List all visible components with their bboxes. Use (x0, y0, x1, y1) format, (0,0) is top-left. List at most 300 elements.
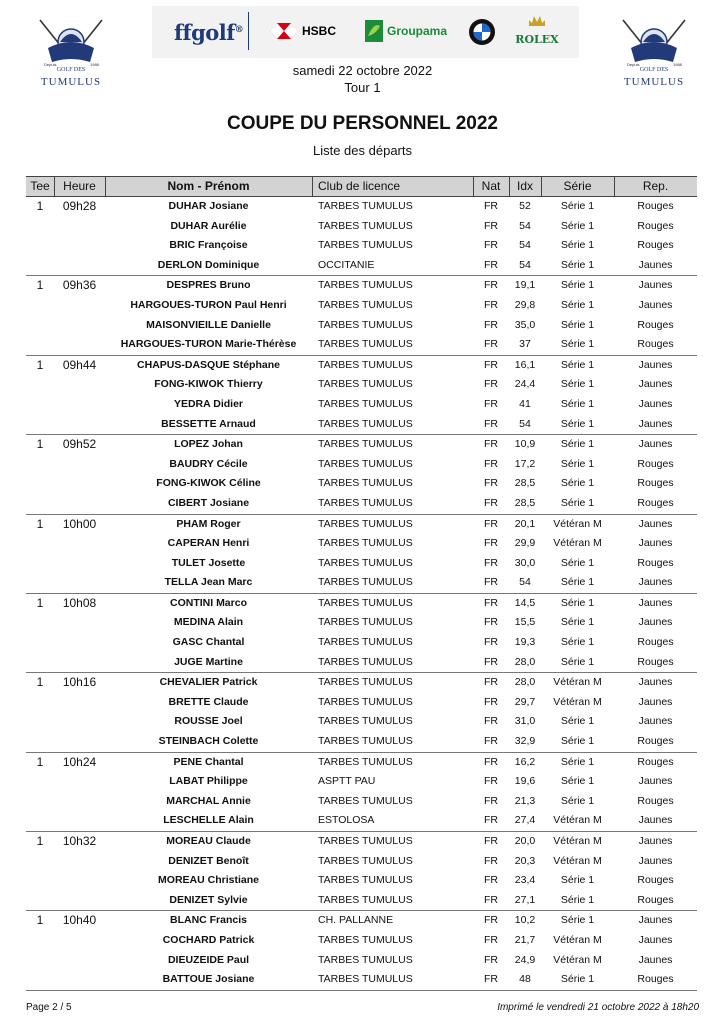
cell-serie: Série 1 (560, 397, 595, 410)
table-row (26, 951, 697, 971)
cell-idx: 17,2 (514, 457, 536, 470)
table-row (26, 415, 697, 435)
cell-rep: Jaunes (638, 596, 673, 609)
cell-nom: CHEVALIER Patrick (159, 676, 258, 689)
cell-serie: Série 1 (560, 556, 595, 569)
cell-nom: BATTOUE Josiane (162, 973, 255, 986)
cell-nom: FONG-KIWOK Céline (156, 477, 261, 490)
cell-nom: BESSETTE Arnaud (161, 417, 256, 430)
cell-serie: Série 1 (560, 715, 595, 728)
cell-idx: 24,4 (514, 378, 536, 391)
cell-idx: 52 (519, 200, 531, 212)
cell-club: TARBES TUMULUS (318, 477, 413, 490)
cell-heure: 09h44 (62, 357, 97, 372)
cell-serie: Série 1 (560, 576, 595, 589)
tee-time-group (26, 276, 697, 355)
cell-tee: 1 (36, 199, 44, 213)
cell-serie: Série 1 (560, 893, 595, 906)
cell-idx: 28,5 (514, 477, 536, 490)
cell-nat: FR (484, 219, 498, 232)
table-row (26, 712, 697, 732)
cell-nat: FR (484, 835, 498, 847)
cell-serie: Série 1 (560, 219, 595, 232)
cell-nom: BRIC Françoise (169, 239, 248, 252)
table-row (26, 474, 697, 494)
cell-rep: Rouges (637, 874, 674, 887)
cell-nom: HARGOUES-TURON Marie-Thérèse (120, 338, 297, 351)
table-row (26, 811, 697, 831)
cell-nat: FR (484, 695, 498, 708)
cell-heure: 09h36 (62, 278, 97, 293)
rolex-logo: ROLEX (512, 14, 562, 46)
sponsor-band (152, 6, 579, 58)
table-row (26, 296, 697, 316)
cell-nom: CONTINI Marco (169, 596, 247, 609)
cell-tee: 1 (36, 754, 44, 769)
cell-heure: 10h32 (62, 834, 97, 848)
table-row (26, 911, 697, 931)
logo-text: GOLF DES (639, 67, 669, 73)
cell-club: TARBES TUMULUS (318, 755, 413, 768)
logo-name: TUMULUS (623, 76, 685, 88)
page-subtitle: Liste des départs (312, 143, 412, 158)
table-row (26, 515, 697, 535)
hsbc-hexagon-icon (270, 23, 298, 39)
cell-heure: 10h00 (62, 516, 97, 531)
cell-nat: FR (484, 814, 498, 827)
cell-club: TARBES TUMULUS (318, 517, 413, 530)
cell-serie: Vétéran M (553, 517, 602, 530)
cell-club: TARBES TUMULUS (318, 496, 413, 509)
col-idx: Idx (516, 179, 533, 193)
cell-rep: Jaunes (638, 258, 673, 271)
cell-nat: FR (484, 775, 498, 788)
cell-nat: FR (484, 893, 498, 906)
cell-tee: 1 (36, 516, 44, 531)
cell-idx: 20,3 (514, 854, 536, 867)
logo-since: Depuis (627, 62, 640, 67)
cell-club: TARBES TUMULUS (318, 596, 413, 609)
table-row (26, 455, 697, 475)
cell-nom: PHAM Roger (176, 517, 241, 530)
col-tee: Tee (30, 179, 50, 193)
cell-serie: Vétéran M (553, 695, 602, 708)
table-row (26, 792, 697, 812)
cell-nat: FR (484, 794, 498, 807)
cell-nat: FR (484, 477, 498, 490)
cell-serie: Série 1 (560, 338, 595, 351)
cell-rep: Jaunes (638, 914, 673, 927)
cell-heure: 10h24 (62, 754, 97, 769)
cell-nom: DERLON Dominique (157, 258, 260, 271)
cell-nat: FR (484, 200, 498, 212)
cell-rep: Rouges (637, 496, 674, 509)
col-club: Club de licence (318, 179, 401, 193)
cell-club: TARBES TUMULUS (318, 676, 413, 689)
table-row (26, 375, 697, 395)
cell-idx: 19,3 (514, 636, 536, 649)
hsbc-logo: HSBC (270, 20, 336, 42)
cell-club: TARBES TUMULUS (318, 576, 413, 589)
cell-serie: Série 1 (560, 874, 595, 887)
cell-club: ASPTT PAU (318, 775, 376, 788)
cell-serie: Série 1 (560, 457, 595, 470)
cell-idx: 16,2 (514, 755, 536, 768)
cell-rep: Rouges (637, 239, 674, 252)
table-row (26, 316, 697, 336)
cell-nom: COCHARD Patrick (162, 933, 255, 946)
tee-time-group (26, 911, 697, 990)
cell-nom: LESCHELLE Alain (163, 814, 254, 827)
cell-club: ESTOLOSA (318, 814, 375, 827)
cell-nat: FR (484, 735, 498, 748)
cell-idx: 10,9 (514, 438, 536, 451)
bmw-logo (468, 18, 496, 51)
cell-nom: TULET Josette (171, 556, 246, 569)
cell-club: TARBES TUMULUS (318, 200, 413, 212)
cell-serie: Série 1 (560, 655, 595, 668)
col-serie: Série (563, 179, 592, 193)
cell-nom: CAPERAN Henri (167, 537, 250, 550)
cell-nat: FR (484, 676, 498, 689)
cell-idx: 41 (519, 397, 531, 410)
cell-nat: FR (484, 953, 498, 966)
page-number: Page 2 / 5 (26, 1002, 72, 1013)
cell-serie: Série 1 (560, 417, 595, 430)
cell-rep: Rouges (637, 636, 674, 649)
cell-serie: Série 1 (560, 794, 595, 807)
logo-text: GOLF DES (56, 67, 86, 73)
cell-nom: DUHAR Aurélie (170, 219, 247, 232)
cell-heure: 10h08 (62, 595, 97, 610)
cell-club: TARBES TUMULUS (318, 556, 413, 569)
cell-nom: HARGOUES-TURON Paul Henri (130, 298, 287, 311)
cell-club: CH. PALLANNE (318, 914, 394, 927)
groupama-logo: Groupama (365, 20, 447, 42)
cell-rep: Jaunes (638, 695, 673, 708)
cell-nat: FR (484, 457, 498, 470)
col-nat: Nat (481, 179, 501, 193)
cell-idx: 14,5 (514, 596, 536, 609)
page-title: COUPE DU PERSONNEL 2022 (226, 113, 498, 134)
cell-nat: FR (484, 596, 498, 609)
cell-rep: Jaunes (638, 537, 673, 550)
cell-rep: Jaunes (638, 676, 673, 689)
tee-time-group (26, 197, 697, 276)
cell-club: TARBES TUMULUS (318, 794, 413, 807)
table-row (26, 356, 697, 376)
cell-idx: 32,9 (514, 735, 536, 748)
tee-time-group (26, 515, 697, 594)
cell-serie: Vétéran M (553, 676, 602, 689)
cell-nat: FR (484, 537, 498, 550)
cell-nom: STEINBACH Colette (158, 735, 259, 748)
table-row (26, 395, 697, 415)
cell-idx: 28,0 (514, 676, 536, 689)
cell-serie: Série 1 (560, 477, 595, 490)
cell-rep: Rouges (637, 200, 674, 212)
logo-year: 1988 (673, 62, 682, 67)
cell-rep: Jaunes (638, 279, 673, 292)
col-rep: Rep. (642, 179, 669, 193)
cell-idx: 35,0 (514, 318, 536, 331)
cell-idx: 16,1 (514, 358, 536, 371)
table-row (26, 554, 697, 574)
col-heure: Heure (63, 179, 96, 193)
cell-club: TARBES TUMULUS (318, 854, 413, 867)
tee-time-group (26, 435, 697, 514)
tee-time-group (26, 356, 697, 435)
cell-idx: 29,7 (514, 695, 536, 708)
cell-nat: FR (484, 438, 498, 451)
cell-club: TARBES TUMULUS (318, 636, 413, 649)
cell-serie: Vétéran M (553, 814, 602, 827)
cell-tee: 1 (36, 913, 44, 928)
cell-idx: 31,0 (514, 715, 536, 728)
table-row (26, 256, 697, 276)
cell-heure: 09h28 (62, 199, 97, 213)
table-row (26, 931, 697, 951)
cell-rep: Jaunes (638, 517, 673, 530)
cell-serie: Série 1 (560, 298, 595, 311)
table-row (26, 236, 697, 256)
cell-nat: FR (484, 517, 498, 530)
cell-idx: 28,5 (514, 496, 536, 509)
cell-club: TARBES TUMULUS (318, 279, 413, 292)
table-row (26, 653, 697, 673)
cell-idx: 30,0 (514, 556, 536, 569)
cell-club: TARBES TUMULUS (318, 537, 413, 550)
cell-idx: 27,1 (514, 893, 536, 906)
tee-time-group (26, 594, 697, 673)
cell-nom: ROUSSE Joel (174, 715, 243, 728)
cell-nom: GASC Chantal (172, 636, 245, 649)
cell-nat: FR (484, 258, 498, 271)
cell-idx: 21,7 (514, 933, 536, 946)
cell-club: TARBES TUMULUS (318, 338, 413, 351)
cell-idx: 29,8 (514, 298, 536, 311)
cell-nat: FR (484, 973, 498, 986)
cell-rep: Jaunes (638, 438, 673, 451)
cell-nat: FR (484, 318, 498, 331)
cell-nom: BLANC Francis (169, 914, 247, 927)
cell-nom: DIEUZEIDE Paul (167, 953, 250, 966)
cell-club: TARBES TUMULUS (318, 655, 413, 668)
cell-nat: FR (484, 417, 498, 430)
cell-rep: Jaunes (638, 854, 673, 867)
sponsor-divider (248, 12, 249, 50)
cell-club: TARBES TUMULUS (318, 835, 413, 847)
cell-idx: 27,4 (514, 814, 536, 827)
cell-rep: Jaunes (638, 953, 673, 966)
cell-serie: Série 1 (560, 239, 595, 252)
cell-rep: Rouges (637, 318, 674, 331)
cell-serie: Série 1 (560, 438, 595, 451)
cell-nat: FR (484, 616, 498, 629)
cell-rep: Jaunes (638, 298, 673, 311)
cell-club: TARBES TUMULUS (318, 893, 413, 906)
table-row (26, 732, 697, 752)
table-body (26, 197, 697, 991)
cell-idx: 54 (519, 576, 531, 589)
cell-nat: FR (484, 655, 498, 668)
cell-club: TARBES TUMULUS (318, 616, 413, 629)
cell-rep: Rouges (637, 794, 674, 807)
table-row (26, 753, 697, 773)
cell-club: TARBES TUMULUS (318, 457, 413, 470)
cell-idx: 21,3 (514, 794, 536, 807)
cell-club: OCCITANIE (318, 258, 375, 271)
cell-club: TARBES TUMULUS (318, 219, 413, 232)
cell-nom: MEDINA Alain (173, 616, 244, 629)
cell-club: TARBES TUMULUS (318, 953, 413, 966)
table-row (26, 573, 697, 593)
cell-rep: Rouges (637, 893, 674, 906)
cell-nat: FR (484, 378, 498, 391)
tee-time-group (26, 753, 697, 832)
cell-idx: 28,0 (514, 655, 536, 668)
bmw-roundel-icon (468, 18, 496, 46)
cell-nat: FR (484, 298, 498, 311)
cell-nat: FR (484, 933, 498, 946)
cell-nom: BRETTE Claude (168, 695, 249, 708)
cell-club: TARBES TUMULUS (318, 397, 413, 410)
cell-serie: Série 1 (560, 258, 595, 271)
cell-idx: 23,4 (514, 874, 536, 887)
table-row (26, 217, 697, 237)
table-row (26, 852, 697, 872)
cell-serie: Vétéran M (553, 835, 602, 847)
cell-nat: FR (484, 556, 498, 569)
cell-rep: Rouges (637, 457, 674, 470)
start-list-table (26, 176, 697, 991)
cell-nat: FR (484, 338, 498, 351)
cell-rep: Jaunes (638, 576, 673, 589)
tee-time-group (26, 832, 697, 911)
cell-serie: Série 1 (560, 755, 595, 768)
cell-serie: Série 1 (560, 616, 595, 629)
cell-nom: CIBERT Josiane (167, 496, 250, 509)
cell-nom: LOPEZ Johan (174, 438, 243, 451)
print-timestamp: Imprimé le vendredi 21 octobre 2022 à 18h20 (497, 1002, 699, 1013)
cell-rep: Rouges (637, 556, 674, 569)
table-row (26, 335, 697, 355)
cell-rep: Jaunes (638, 417, 673, 430)
cell-nom: TELLA Jean Marc (164, 576, 253, 589)
cell-serie: Vétéran M (553, 933, 602, 946)
table-row (26, 693, 697, 713)
cell-nom: LABAT Philippe (169, 775, 248, 788)
cell-nat: FR (484, 755, 498, 768)
cell-idx: 24,9 (514, 953, 536, 966)
cell-serie: Vétéran M (553, 537, 602, 550)
cell-serie: Série 1 (560, 636, 595, 649)
cell-serie: Série 1 (560, 775, 595, 788)
cell-idx: 10,2 (514, 914, 536, 927)
cell-club: TARBES TUMULUS (318, 933, 413, 946)
cell-rep: Rouges (637, 477, 674, 490)
cell-club: TARBES TUMULUS (318, 298, 413, 311)
table-row (26, 534, 697, 554)
cell-nom: JUGE Martine (174, 655, 243, 668)
table-row (26, 673, 697, 693)
cell-club: TARBES TUMULUS (318, 358, 413, 371)
cell-idx: 15,5 (514, 616, 536, 629)
cell-serie: Série 1 (560, 378, 595, 391)
cell-nom: PENE Chantal (173, 755, 244, 768)
cell-nom: DUHAR Josiane (168, 200, 249, 212)
cell-tee: 1 (36, 278, 44, 293)
cell-nom: MOREAU Christiane (158, 874, 259, 887)
cell-serie: Série 1 (560, 596, 595, 609)
cell-nom: YEDRA Didier (173, 397, 244, 410)
cell-nom: DENIZET Benoît (168, 854, 249, 867)
cell-tee: 1 (36, 834, 44, 848)
table-row (26, 594, 697, 614)
cell-heure: 09h52 (62, 437, 97, 452)
logo-name: TUMULUS (40, 76, 102, 88)
cell-club: TARBES TUMULUS (318, 239, 413, 252)
cell-rep: Rouges (637, 655, 674, 668)
table-row (26, 494, 697, 514)
table-row (26, 832, 697, 852)
cell-nat: FR (484, 358, 498, 371)
cell-idx: 20,0 (514, 835, 536, 847)
table-row (26, 772, 697, 792)
logo-since: Depuis (44, 62, 57, 67)
round-label: Tour 1 (344, 80, 381, 95)
cell-rep: Jaunes (638, 616, 673, 629)
rolex-crown-icon (527, 14, 547, 28)
cell-club: TARBES TUMULUS (318, 695, 413, 708)
cell-rep: Jaunes (638, 835, 673, 847)
cell-idx: 20,1 (514, 517, 536, 530)
cell-nom: MARCHAL Annie (166, 794, 251, 807)
cell-serie: Série 1 (560, 973, 595, 986)
cell-rep: Jaunes (638, 397, 673, 410)
cell-club: TARBES TUMULUS (318, 378, 413, 391)
tee-time-group (26, 673, 697, 752)
cell-serie: Série 1 (560, 735, 595, 748)
cell-idx: 54 (519, 219, 531, 232)
groupama-leaf-icon (365, 20, 383, 42)
table-header (26, 176, 697, 197)
table-row (26, 613, 697, 633)
table-row (26, 197, 697, 217)
cell-rep: Jaunes (638, 775, 673, 788)
cell-tee: 1 (36, 595, 44, 610)
cell-idx: 19,6 (514, 775, 536, 788)
cell-tee: 1 (36, 675, 44, 690)
cell-club: TARBES TUMULUS (318, 715, 413, 728)
table-row (26, 970, 697, 990)
cell-rep: Jaunes (638, 378, 673, 391)
cell-serie: Série 1 (560, 200, 595, 212)
cell-idx: 54 (519, 239, 531, 252)
cell-heure: 10h16 (62, 675, 97, 690)
cell-serie: Série 1 (560, 496, 595, 509)
cell-club: TARBES TUMULUS (318, 874, 413, 887)
cell-club: TARBES TUMULUS (318, 735, 413, 748)
cell-nat: FR (484, 874, 498, 887)
cell-nat: FR (484, 576, 498, 589)
cell-serie: Série 1 (560, 318, 595, 331)
ffgolf-logo: ffgolf® (174, 20, 244, 45)
cell-idx: 37 (519, 338, 531, 351)
cell-nom: CHAPUS-DASQUE Stéphane (137, 358, 280, 371)
cell-serie: Vétéran M (553, 953, 602, 966)
table-row (26, 633, 697, 653)
